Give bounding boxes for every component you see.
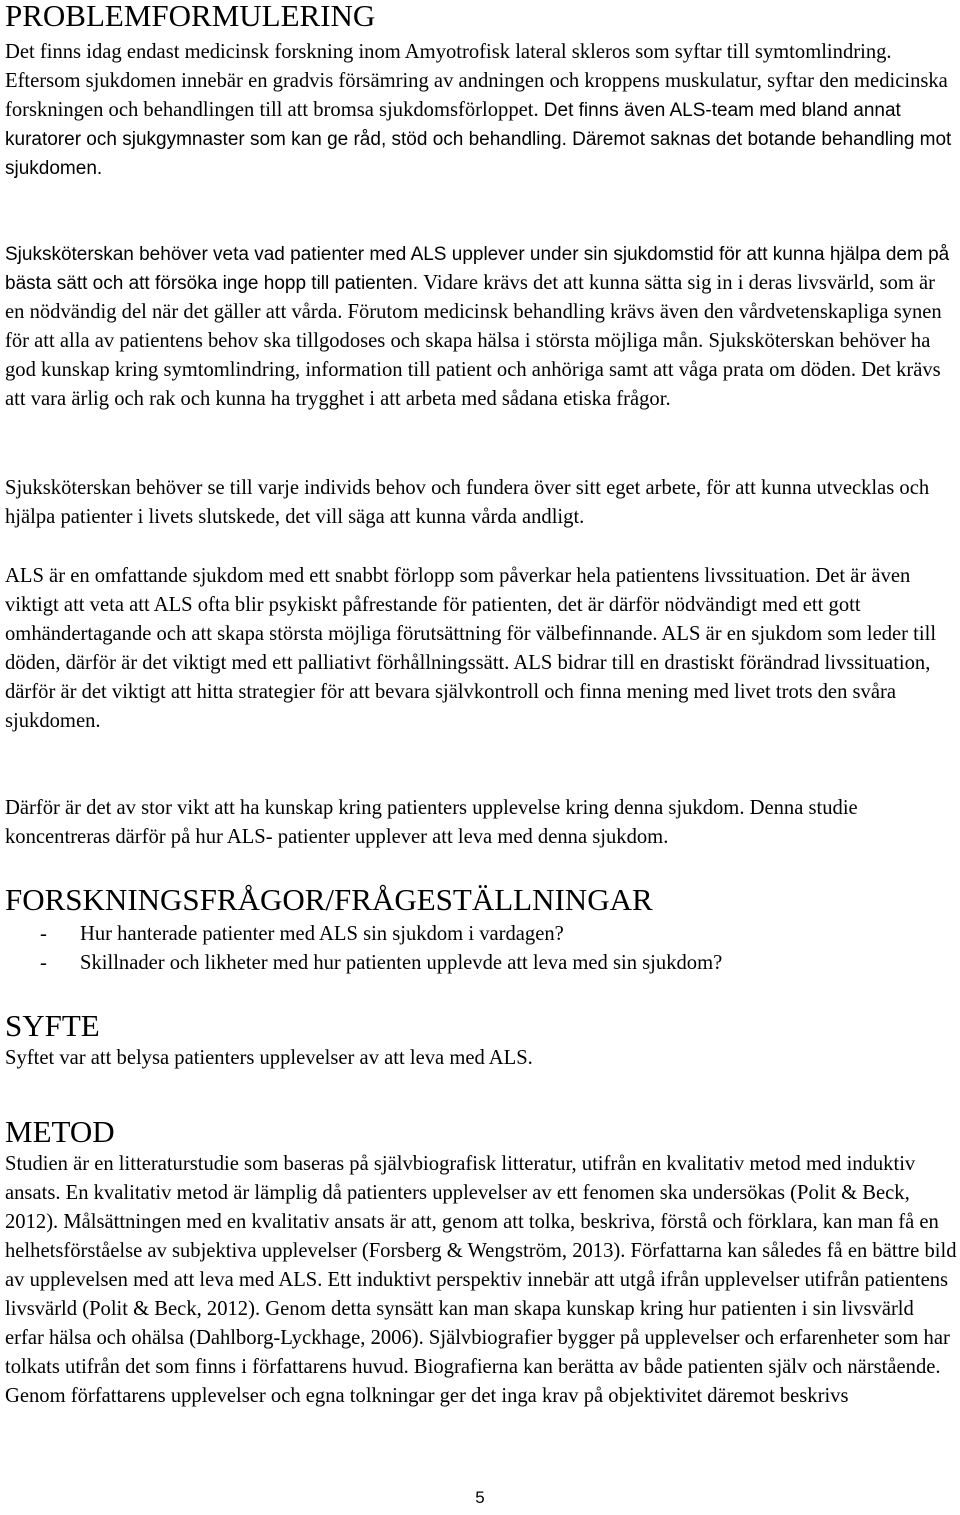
paragraph-aim: Syftet var att belysa patienters upplevelser av att leva med ALS. [5,1047,533,1069]
list-item [40,949,722,978]
dash-marker: - [40,923,47,945]
paragraph-problem-2-serif: Vidare krävs det att kunna sätta sig in i deras livsvärld, som är en nödvändig del när det gäller att vårda. Förutom medicinsk behandling krävs även den vårdvetenskapliga synen för att alla av patientens behov ska tillgodoses och skapa hälsa i största möjliga mån. Sjuksköterskan behöver ha god kunskap kring symtomlindring, information till patient och anhöriga samt att våga prata om döden. Det krävs att vara ärlig och rak och kunna ha trygghet i att arbeta med sådana etiska frågor. [5,272,942,410]
paragraph-problem-2-sans: Sjuksköterskan behöver veta vad patienter med ALS upplever under sin sjukdomstid för att kunna hjälpa dem på bästa sätt och att försöka inge hopp till patienten. [5,244,950,294]
paragraph-problem-4: ALS är en omfattande sjukdom med ett snabbt förlopp som påverkar hela patientens livssituation. Det är även viktigt att veta att ALS ofta blir psykiskt påfrestande för patienten, det är därför nödvändigt med ett gott omhändertagande och att skapa största möjliga förutsättning för välbefinnande. ALS är en sjukdom som leder till döden, därför är det viktigt med ett palliativt förhållningssätt. ALS bidrar till en drastiskt förändrad livssituation, därför är det viktigt att hitta strategier för att bevara självkontroll och finna mening med livet trots den svåra sjukdomen. [5,565,937,732]
paragraph-problem-1-sans: Det finns även ALS-team med bland annat kuratorer och sjukgymnaster som kan ge råd, stöd och behandling. Däremot saknas det botande behandling mot sjukdomen. [5,100,952,179]
dash-marker: - [40,952,47,974]
heading-research-questions: FORSKNINGSFRÅGOR/FRÅGESTÄLLNINGAR [5,882,653,917]
list-item [40,920,722,949]
heading-problem: PROBLEMFORMULERING [5,0,376,33]
paragraph-problem-3: Sjuksköterskan behöver se till varje individs behov och fundera över sitt eget arbete, för att kunna utvecklas och hjälpa patienter i livets slutskede, det vill säga att kunna vårda andligt. [5,477,930,528]
research-questions-list [40,920,722,978]
heading-aim: SYFTE [5,1008,100,1043]
paragraph-problem-1-serif: Det finns idag endast medicinsk forskning inom Amyotrofisk lateral skleros som syftar till symtomlindring. Eftersom sjukdomen innebär en gradvis försämring av andningen och kroppens muskulatur, syftar den medicinska forskningen och behandlingen till att bromsa sjukdomsförloppet. [5,41,948,121]
paragraph-problem-1 [5,38,957,183]
page-number: 5 [475,1488,485,1507]
list-item-text: Skillnader och likheter med hur patienten upplevde att leva med sin sjukdom? [80,952,723,974]
paragraph-problem-5: Därför är det av stor vikt att ha kunskap kring patienters upplevelse kring denna sjukdom. Denna studie koncentreras därför på hur ALS- patienter upplever att leva med denna sjukdom. [5,797,858,848]
list-item-text: Hur hanterade patienter med ALS sin sjukdom i vardagen? [80,923,564,945]
paragraph-method: Studien är en litteraturstudie som baseras på självbiografisk litteratur, utifrån en kvalitativ metod med induktiv ansats. En kvalitativ metod är lämplig då patienters upplevelser av ett fenomen ska undersökas (Polit & Beck, 2012). Målsättningen med en kvalitativ ansats är att, genom att tolka, beskriva, förstå och förklara, kan man få en helhetsförståelse av subjektiva upplevelser (Forsberg & Wengström, 2013). Författarna kan således få en bättre bild av upplevelsen med att leva med ALS. Ett induktivt perspektiv innebär att utgå ifrån upplevelser utifrån patientens livsvärld (Polit & Beck, 2012). Genom detta synsätt kan man skapa kunskap kring hur patienten i sin livsvärld erfar hälsa och ohälsa (Dahlborg-Lyckhage, 2006). Självbiografier bygger på upplevelser och erfarenheter som har tolkats utifrån det som finns i författarens huvud. Biografierna kan berätta av både patienten själv och närstående. Genom författarens upplevelser och egna tolkningar ger det inga krav på objektivitet däremot beskrivs [5,1153,957,1407]
heading-method: METOD [5,1114,115,1149]
paragraph-problem-2 [5,240,957,414]
